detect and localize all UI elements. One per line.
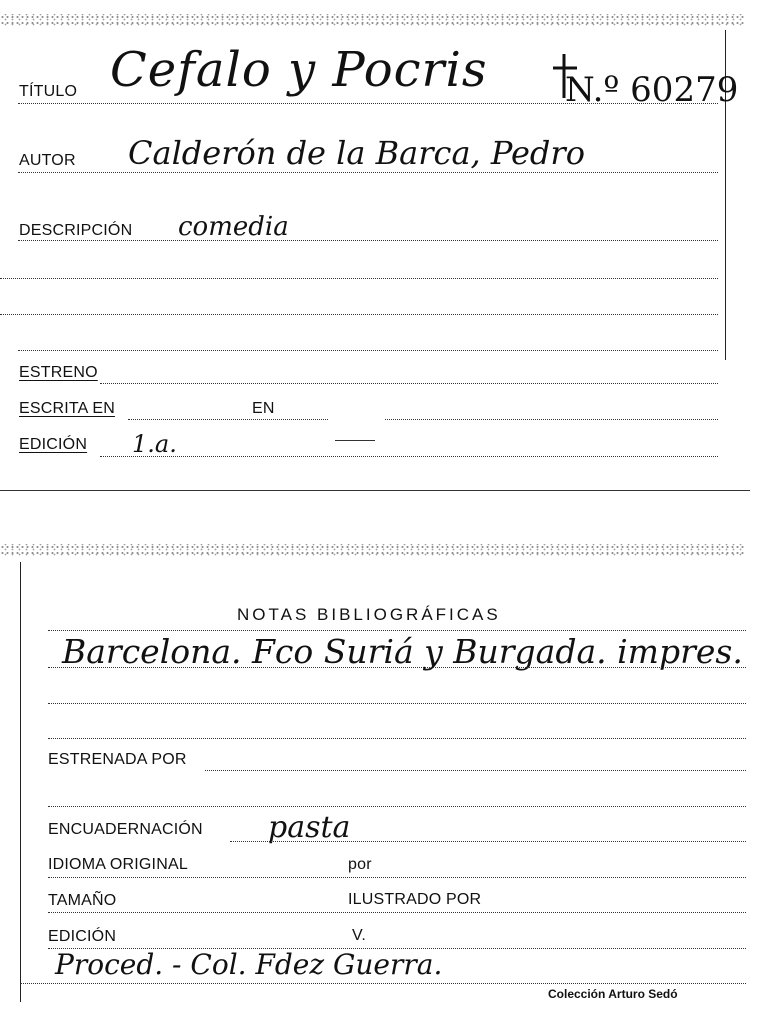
en-label: EN	[252, 400, 275, 417]
idioma-line	[48, 877, 746, 878]
por-label: por	[348, 856, 372, 873]
encuadernacion-value: pasta	[268, 810, 351, 845]
notas-heading: NOTAS BIBLIOGRÁFICAS	[237, 605, 501, 624]
tamano-line	[48, 912, 746, 913]
card-left-border	[20, 562, 21, 1002]
notas-line-4	[48, 738, 746, 739]
card-bottom-edge	[0, 490, 750, 491]
estreno-label: ESTRENO	[19, 364, 98, 381]
descripcion-value: comedia	[178, 212, 289, 242]
proced-line	[20, 983, 746, 984]
idioma-original-label: IDIOMA ORIGINAL	[48, 856, 188, 873]
encuadernacion-label: ENCUADERNACIÓN	[48, 821, 203, 838]
descripcion-line-3	[0, 314, 718, 315]
autor-label: AUTOR	[19, 152, 76, 169]
blank-line	[48, 806, 746, 807]
descripcion-line-2	[0, 278, 718, 279]
escrita-en-label: ESCRITA EN	[19, 400, 115, 417]
en-line	[385, 419, 718, 420]
titulo-value: Cefalo y Pocris	[110, 42, 488, 98]
scan-edge-noise	[0, 544, 745, 556]
catalog-card-front	[0, 0, 759, 495]
estrenada-por-label: ESTRENADA POR	[48, 751, 187, 768]
escrita-en-line	[128, 419, 328, 420]
estrenada-por-line	[205, 770, 746, 771]
notas-line-3	[48, 703, 746, 704]
notas-line-1	[48, 630, 746, 631]
edicion-label: EDICIÓN	[19, 436, 88, 453]
descripcion-line-1	[18, 240, 718, 241]
collection-footer: Colección Arturo Sedó	[548, 987, 678, 1001]
v-label: V.	[352, 927, 367, 944]
tamano-label: TAMAÑO	[48, 892, 117, 909]
notas-line-2	[48, 667, 746, 668]
descripcion-label: DESCRIPCIÓN	[19, 222, 133, 239]
autor-value: Calderón de la Barca, Pedro	[128, 134, 585, 172]
numero-registro: N.º 60279	[565, 70, 739, 110]
encuadernacion-line	[230, 841, 746, 842]
autor-line	[18, 172, 718, 173]
ilustrado-por-label: ILUSTRADO POR	[348, 891, 482, 908]
titulo-line	[18, 103, 718, 104]
descripcion-line-4	[18, 350, 718, 351]
edicion-line	[100, 456, 718, 457]
estreno-line	[100, 383, 718, 384]
scan-edge-noise	[0, 14, 745, 26]
catalog-card-back	[0, 540, 759, 1028]
dash-mark	[335, 440, 375, 441]
edicion-value: 1.a.	[132, 430, 177, 458]
notas-value: Barcelona. Fco Suriá y Burgada. impres.	[62, 632, 743, 671]
titulo-label: TÍTULO	[19, 83, 78, 100]
proced-value: Proced. - Col. Fdez Guerra.	[55, 948, 443, 981]
edicion-label: EDICIÓN	[48, 928, 117, 945]
